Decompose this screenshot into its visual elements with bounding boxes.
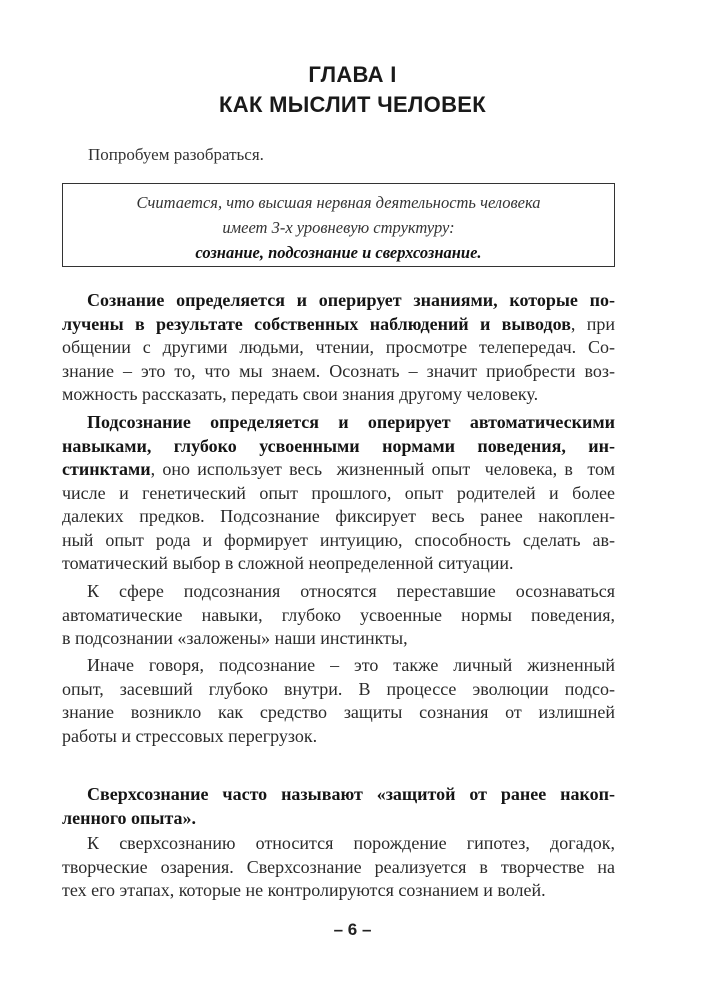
text-line: К сфере подсознания относятся переставшие осознаваться <box>87 581 615 601</box>
text-line: творческие озарения. Сверхсознание реализуется в творчестве на <box>62 856 615 877</box>
text-line: знание возникло как средство защиты сознания от излишней <box>62 702 615 722</box>
text-line: работы и стрессовых перегрузок. <box>62 725 318 746</box>
quote-line-2: имеет 3-х уровневую структуру: <box>222 218 455 237</box>
text-line: общении с другими людьми, чтении, просмотре телепередач. Со- <box>62 337 615 357</box>
chapter-number: ГЛАВА I <box>308 62 397 87</box>
quote-box <box>62 183 615 267</box>
text-run: , оно использует весь жизненный опыт человека, в том <box>150 459 615 479</box>
text-line: числе и генетический опыт прошлого, опыт родителей и более <box>62 482 615 503</box>
text-line: знание – это то, что мы знаем. Осознать – значит приобрести воз- <box>62 360 615 381</box>
text-line: можность рассказать, передать свои знания другому человеку. <box>62 384 539 404</box>
quote-line-1: Считается, что высшая нервная деятельность человека <box>136 193 541 212</box>
quote-line-3: сознание, подсознание и сверхсознание. <box>195 243 482 262</box>
text-line <box>62 807 615 831</box>
text-line <box>62 435 615 459</box>
intro-text: Попробуем разобраться. <box>88 145 264 164</box>
text-line: опыт, засевший глубоко внутри. В процессе эволюции подсо- <box>62 678 615 699</box>
text-line: далеких предков. Подсознание фиксирует весь ранее накоплен- <box>62 506 615 526</box>
text-line: в подсознании «заложены» наши инстинкты, <box>62 628 408 648</box>
paragraph-consciousness <box>62 289 615 407</box>
text-line <box>62 289 615 313</box>
text-line: томатический выбор в сложной неопределенной ситуации. <box>62 553 514 573</box>
chapter-title: КАК МЫСЛИТ ЧЕЛОВЕК <box>219 92 486 117</box>
paragraph-creativity <box>62 832 615 903</box>
text-line <box>62 783 615 807</box>
paragraph-superconscious <box>62 783 615 830</box>
text-line <box>62 411 615 435</box>
bold-text: лучены в результате собственных наблюдений и выводов <box>62 313 571 334</box>
text-line: К сверхсознанию относится порождение гипотез, догадок, <box>87 833 615 853</box>
paragraph-subconscious <box>62 411 615 576</box>
bold-text: навыками, глубоко усвоенными нормами поведения, ин- <box>62 435 615 456</box>
bold-text: стинктами <box>62 459 151 479</box>
text-run: , при <box>570 313 615 334</box>
text-line: тех его этапах, которые не контролируются сознанием и волей. <box>62 880 546 900</box>
paragraph-subconscious-sphere <box>62 580 615 651</box>
bold-text: Сверхсознание часто называют «защитой от ранее накоп- <box>87 784 615 804</box>
page-number: – 6 – <box>333 920 372 939</box>
bold-text: ленного опыта». <box>62 807 197 828</box>
bold-text: Сознание определяется и оперирует знаниями, которые по- <box>87 290 615 310</box>
text-line: Иначе говоря, подсознание – это также личный жизненный <box>87 655 615 675</box>
text-line: ный опыт рода и формирует интуицию, способность сделать ав- <box>62 529 615 550</box>
bold-text: Подсознание определяется и оперирует автоматическими <box>87 412 615 432</box>
text-line <box>62 313 615 337</box>
paragraph-personal-experience <box>62 654 615 748</box>
text-line <box>62 458 615 482</box>
text-line: автоматические навыки, глубоко усвоенные нормы поведения, <box>62 604 615 625</box>
